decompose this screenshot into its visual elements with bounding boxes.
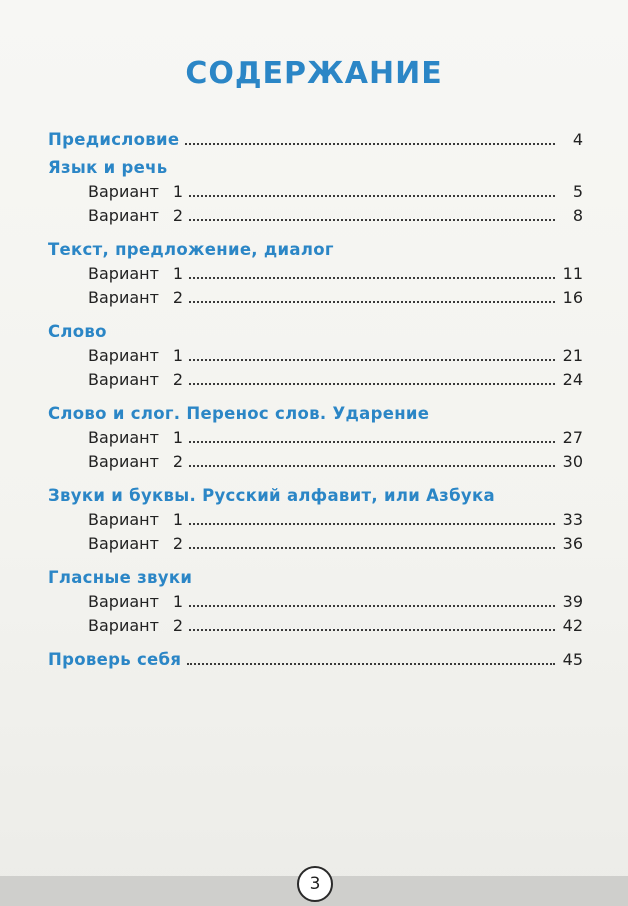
toc-section-row (48, 158, 583, 182)
page-title: СОДЕРЖАНИЕ (185, 56, 443, 91)
toc-section-row (48, 404, 583, 428)
toc-entry[interactable] (48, 288, 583, 312)
toc-section-sounds (48, 486, 583, 558)
toc-entry-label: Вариант 1 (88, 428, 184, 447)
toc-entry[interactable] (48, 510, 583, 534)
toc-entry-label: Вариант 2 (88, 288, 184, 307)
toc-entry[interactable] (48, 346, 583, 370)
toc-page-number: 45 (562, 650, 583, 669)
toc-section-syllable (48, 404, 583, 476)
toc-section-title: Слово и слог. Перенос слов. Ударение (48, 404, 430, 423)
page-number-badge: 3 (297, 866, 333, 902)
toc-section-self-check (48, 650, 583, 674)
toc-page-number: 4 (572, 130, 583, 149)
dot-leader (189, 522, 555, 525)
dot-leader (187, 662, 554, 665)
dot-leader (189, 300, 555, 303)
dot-leader (189, 276, 555, 279)
toc-page-number: 21 (562, 346, 583, 365)
toc-entry[interactable] (48, 592, 583, 616)
toc-entry[interactable] (48, 428, 583, 452)
toc-section-title: Текст, предложение, диалог (48, 240, 334, 259)
toc-section-row[interactable] (48, 650, 583, 674)
toc-entry[interactable] (48, 264, 583, 288)
toc-section-row (48, 486, 583, 510)
dot-leader (189, 604, 555, 607)
toc-section-text (48, 240, 583, 312)
toc-entry[interactable] (48, 206, 583, 230)
toc-entry[interactable] (48, 616, 583, 640)
toc-entry-label: Вариант 1 (88, 510, 184, 529)
toc-section-row (48, 568, 583, 592)
toc-page-number: 36 (562, 534, 583, 553)
toc-entry-label: Вариант 1 (88, 346, 184, 365)
toc-page-number: 16 (562, 288, 583, 307)
dot-leader (189, 440, 555, 443)
toc-entry-label: Вариант 1 (88, 182, 184, 201)
toc-section-title: Язык и речь (48, 158, 168, 177)
toc-entry-label: Вариант 1 (88, 264, 184, 283)
toc-entry[interactable] (48, 370, 583, 394)
toc-entry-label: Вариант 2 (88, 616, 184, 635)
toc-section-word (48, 322, 583, 394)
toc-entry-label: Вариант 2 (88, 534, 184, 553)
toc-page-number: 42 (562, 616, 583, 635)
toc-entry[interactable] (48, 534, 583, 558)
toc-page-number: 27 (562, 428, 583, 447)
toc-entry-label: Вариант 2 (88, 206, 184, 225)
toc-section-title: Гласные звуки (48, 568, 193, 587)
toc-entry-label: Вариант 2 (88, 452, 184, 471)
dot-leader (189, 218, 555, 221)
dot-leader (189, 194, 555, 197)
toc-section-title: Слово (48, 322, 107, 341)
toc-section-title: Звуки и буквы. Русский алфавит, или Азбука (48, 486, 495, 505)
toc-section-language (48, 158, 583, 230)
dot-leader (185, 142, 555, 145)
toc-section-vowels (48, 568, 583, 640)
toc-page-number: 8 (572, 206, 583, 225)
toc-section-title: Проверь себя (48, 650, 182, 669)
toc-page-number: 30 (562, 452, 583, 471)
toc-page-number: 33 (562, 510, 583, 529)
toc-page-number: 5 (572, 182, 583, 201)
toc-section-title: Предисловие (48, 130, 180, 149)
toc-entry-label: Вариант 1 (88, 592, 184, 611)
toc-section-row[interactable] (48, 130, 583, 154)
dot-leader (189, 546, 555, 549)
toc-entry[interactable] (48, 452, 583, 476)
table-of-contents (48, 130, 583, 684)
toc-entry[interactable] (48, 182, 583, 206)
toc-page-number: 11 (562, 264, 583, 283)
dot-leader (189, 464, 555, 467)
toc-entry-label: Вариант 2 (88, 370, 184, 389)
dot-leader (189, 382, 555, 385)
toc-page-number: 39 (562, 592, 583, 611)
toc-section-row (48, 240, 583, 264)
toc-section-preface (48, 130, 583, 154)
toc-section-row (48, 322, 583, 346)
dot-leader (189, 628, 555, 631)
toc-page-number: 24 (562, 370, 583, 389)
dot-leader (189, 358, 555, 361)
